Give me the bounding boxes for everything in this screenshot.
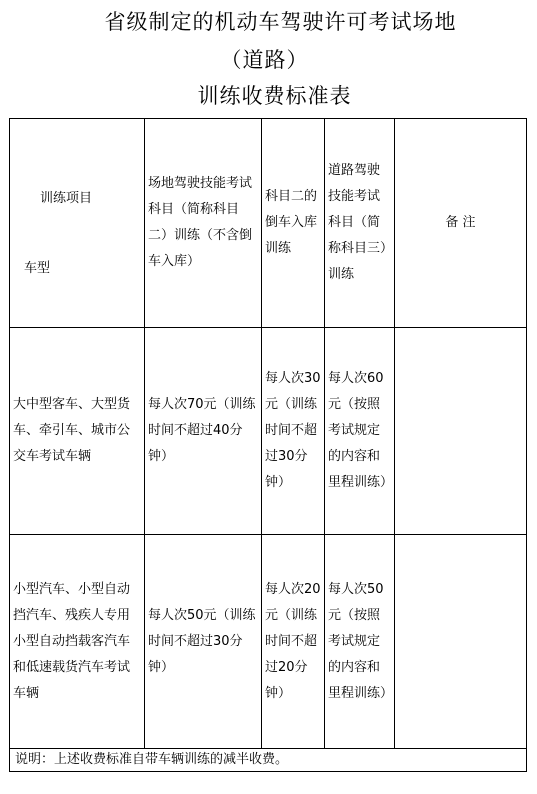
header-remarks-cell (395, 119, 527, 328)
table-row (10, 328, 527, 535)
row-vehicle: 小型汽车、小型自动挡汽车、残疾人专用小型自动挡载客汽车和低速载货汽车考试车辆 (13, 581, 131, 701)
header-item-vehicle-cell (10, 119, 145, 328)
header-subject3-cell (325, 119, 395, 328)
row-subject3: 每人次50元（按照考试规定的内容和里程训练） (328, 581, 394, 701)
row-vehicle-cell (10, 535, 145, 749)
footnote-row (10, 749, 527, 772)
row-reverse: 每人次20元（训练时间不超过20分钟） (265, 581, 321, 701)
fee-standard-table (9, 118, 527, 772)
row-subject3-cell (325, 328, 395, 535)
row-remarks-cell (395, 328, 527, 535)
document-title: 省级制定的机动车驾驶许可考试场地 (104, 10, 457, 34)
row-reverse-cell (262, 535, 325, 749)
row-subject2: 每人次70元（训练时间不超过40分钟） (148, 397, 256, 464)
header-vehicle-label: 车型 (24, 261, 51, 276)
table-row (10, 535, 527, 749)
footnote-cell (10, 749, 527, 772)
row-reverse: 每人次30元（训练时间不超过30分钟） (265, 371, 321, 490)
header-subject2: 场地驾驶技能考试科目（简称科目二）训练（不含倒车入库） (148, 176, 253, 269)
row-vehicle-cell (10, 328, 145, 535)
header-remarks: 备 注 (445, 215, 476, 230)
row-subject2-cell (145, 535, 262, 749)
row-remarks-cell (395, 535, 527, 749)
table-header-row (10, 119, 527, 328)
header-reverse: 科目二的倒车入库训练 (265, 189, 318, 256)
row-subject3-cell (325, 535, 395, 749)
footnote-text: 说明：上述收费标准自带车辆训练的减半收费。 (15, 752, 289, 767)
header-item-label: 训练项目 (40, 191, 93, 206)
document-subtitle: 训练收费标准表 (197, 84, 352, 108)
row-reverse-cell (262, 328, 325, 535)
row-subject2-cell (145, 328, 262, 535)
document-title-road: （道路） (220, 48, 309, 72)
row-subject2: 每人次50元（训练时间不超过30分钟） (148, 607, 256, 675)
row-subject3: 每人次60元（按照考试规定的内容和里程训练） (328, 371, 394, 490)
header-subject3: 道路驾驶技能考试科目（简称科目三）训练 (328, 163, 387, 282)
header-subject2-cell (145, 119, 262, 328)
header-reverse-cell (262, 119, 325, 328)
row-vehicle: 大中型客车、大型货车、牵引车、城市公交车考试车辆 (13, 397, 131, 464)
